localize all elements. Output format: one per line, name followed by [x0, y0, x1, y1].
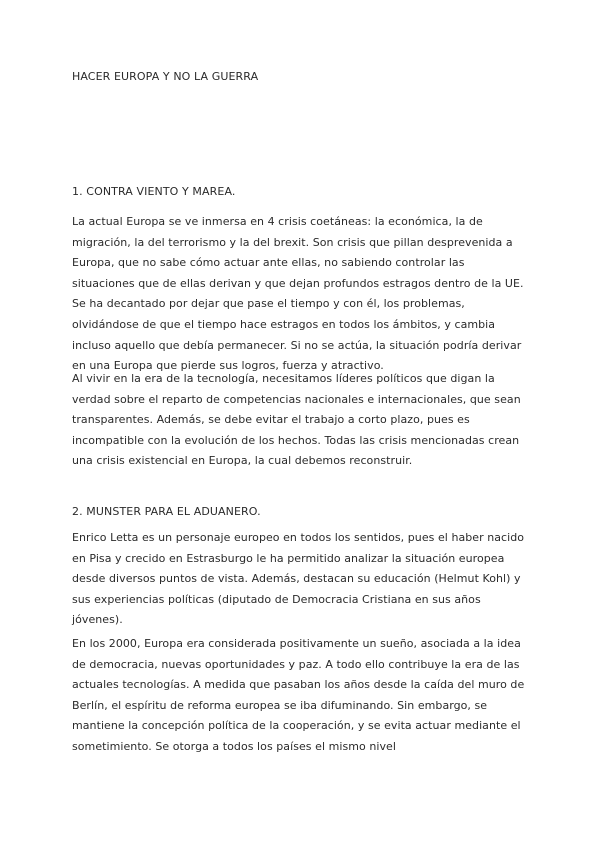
- section-2-paragraph-1: Enrico Letta es un personaje europeo en todos los sentidos, pues el haber nacido en Pisa y crecido en Estrasburgo le ha permitido analizar la situación europea desde diversos puntos de vista. Además, destacan su educación (Helmut Kohl) y sus experiencias políticas (diputado de Democracia Cristiana en sus años jóvenes).: [72, 531, 525, 627]
- section-2-paragraph-2: En los 2000, Europa era considerada positivamente un sueño, asociada a la idea de democracia, nuevas oportunidades y paz. A todo ello contribuye la era de las actuales tecnologías. A medida que pasaban los años desde la caída del muro de Berlín, el espíritu de reforma europea se iba difuminando. Sin embargo, se mantiene la concepción política de la cooperación, y se evita actuar mediante el sometimiento. Se otorga a todos los países el mismo nivel: [72, 637, 525, 753]
- section-heading-2: 2. MUNSTER PARA EL ADUANERO.: [72, 505, 261, 518]
- section-heading-1: 1. CONTRA VIENTO Y MAREA.: [72, 185, 236, 198]
- section-1-paragraph-2: Al vivir en la era de la tecnología, necesitamos líderes políticos que digan la verdad sobre el reparto de competencias nacionales e internacionales, que sean transparentes. Además, se debe evitar el trabajo a corto plazo, pues es incompatible con la evolución de los hechos. Todas las crisis mencionadas crean una crisis existencial en Europa, la cual debemos reconstruir.: [72, 372, 521, 468]
- section-1-paragraph-1: La actual Europa se ve inmersa en 4 crisis coetáneas: la económica, la de migración, la del terrorismo y la del brexit. Son crisis que pillan desprevenida a Europa, que no sabe cómo actuar ante ellas, no sabiendo controlar las situaciones que de ellas derivan y que dejan profundos estragos dentro de la UE. Se ha decantado por dejar que pase el tiempo y con él, los problemas, olvidándose de que el tiempo hace estragos en todos los ámbitos, y cambia incluso aquello que debía permanecer. Si no se actúa, la situación podría derivar en una Europa que pierde sus logros, fuerza y atractivo.: [72, 215, 524, 373]
- document-title: HACER EUROPA Y NO LA GUERRA: [72, 70, 259, 83]
